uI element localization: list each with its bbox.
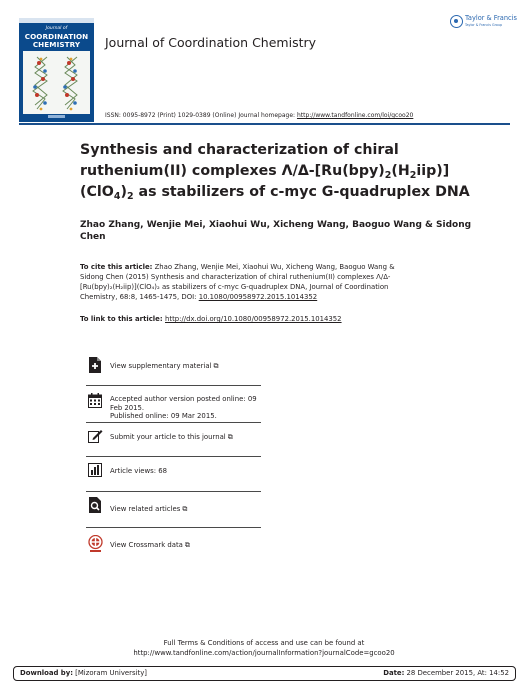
citation-line-3: [Ru(bpy)₂(H₂iip)](ClO₄)₂ as stabilizers of c-myc G-quadruplex DNA, Journal of Coordination (80, 283, 389, 292)
cover-title-line1: COORDINATION (24, 32, 89, 41)
header-divider (19, 123, 510, 125)
article-title (80, 140, 500, 203)
citation-label: To cite this article: (80, 263, 153, 271)
view-supplementary-link[interactable]: View supplementary material ⧉ (110, 362, 219, 370)
item-divider (86, 422, 261, 423)
submit-article-link[interactable]: Submit your article to this journal ⧉ (110, 433, 233, 441)
external-link-icon: ⧉ (182, 505, 188, 513)
article-authors (80, 219, 480, 244)
journal-cover (19, 18, 94, 122)
article-doi-url[interactable]: http://dx.doi.org/10.1080/00958972.2015.1014352 (165, 315, 342, 323)
link-label: To link to this article: (80, 315, 165, 323)
external-link-icon: ⧉ (227, 433, 233, 441)
title-line-2: ruthenium(II) complexes $\Lambda/\Delta-[Ru(bpy)_2(H_2iip)]$ (80, 163, 450, 181)
related-articles-link[interactable]: View related articles ⧉ (110, 505, 188, 513)
publisher-logo-icon (450, 15, 463, 28)
item-divider (86, 491, 261, 492)
journal-name[interactable]: Journal of Coordination Chemistry (105, 35, 317, 50)
download-info-bar (13, 666, 516, 681)
cover-publisher-logo (48, 115, 65, 118)
published-line: Published online: 09 Mar 2015. (110, 412, 217, 421)
doi-link[interactable]: 10.1080/00958972.2015.1014352 (198, 293, 318, 302)
edit-icon (88, 428, 103, 447)
crossmark-link[interactable]: View Crossmark data ⧉ (110, 541, 190, 549)
plus-document-icon (88, 357, 102, 377)
item-divider (86, 385, 261, 386)
accepted-line-2: Feb 2015. (110, 403, 145, 412)
citation-line-4: Chemistry, 68:8, 1465-1475, DOI: 10.1080/00958972.2015.1014352 (80, 293, 318, 302)
issn-line (105, 112, 413, 119)
external-link-icon: ⧉ (184, 541, 190, 549)
crossmark-icon (88, 535, 103, 557)
calendar-icon (88, 393, 102, 412)
title-line-1: Synthesis and characterization of chiral (80, 142, 399, 158)
cover-molecule-art (23, 51, 90, 114)
item-divider (86, 527, 261, 528)
journal-homepage-link[interactable]: http://www.tandfonline.com/loi/gcoo20 (296, 112, 414, 119)
cover-top-strip (19, 18, 94, 23)
download-date: Date: 28 December 2015, At: 14:52 (383, 669, 509, 677)
issn-text: ISSN: 0095-8972 (Print) 1029-0389 (Online) Journal homepage: (105, 112, 296, 119)
title-line-3: $(ClO_4)_2$ as stabilizers of c-myc G-quadruplex DNA (80, 184, 470, 202)
citation-line-2: Sidong Chen (2015) Synthesis and characterization of chiral ruthenium(II) complexes Λ/Δ- (80, 273, 391, 282)
cover-small-title: Journal of (45, 26, 68, 31)
accepted-line-1: Accepted author version posted online: 09 (110, 395, 257, 403)
citation-block (80, 262, 438, 302)
search-document-icon (88, 497, 102, 517)
terms-url[interactable]: http://www.tandfonline.com/action/journalInformation?journalCode=gcoo20 (133, 649, 395, 657)
terms-text: Full Terms & Conditions of access and use can be found at (163, 639, 365, 647)
authors-line-1: Zhao Zhang, Wenjie Mei, Xiaohui Wu, Xicheng Wang, Baoguo Wang & Sidong (80, 220, 472, 230)
publication-history (110, 395, 257, 421)
link-line (80, 315, 342, 323)
publisher-logo[interactable] (450, 14, 517, 30)
article-views: Article views: 68 (110, 467, 168, 475)
publisher-tagline: Taylor & Francis Group (465, 23, 503, 27)
authors-line-2: Chen (80, 232, 106, 243)
bar-chart-icon (88, 462, 102, 481)
external-link-icon: ⧉ (213, 362, 219, 370)
publisher-name: Taylor & Francis (465, 14, 517, 22)
cover-title-line2: CHEMISTRY (32, 40, 81, 49)
item-divider (86, 456, 261, 457)
citation-line-1: To cite this article: Zhao Zhang, Wenjie Mei, Xiaohui Wu, Xicheng Wang, Baoguo Wang & (80, 263, 395, 271)
download-by: Download by: [Mizoram University] (20, 669, 147, 677)
